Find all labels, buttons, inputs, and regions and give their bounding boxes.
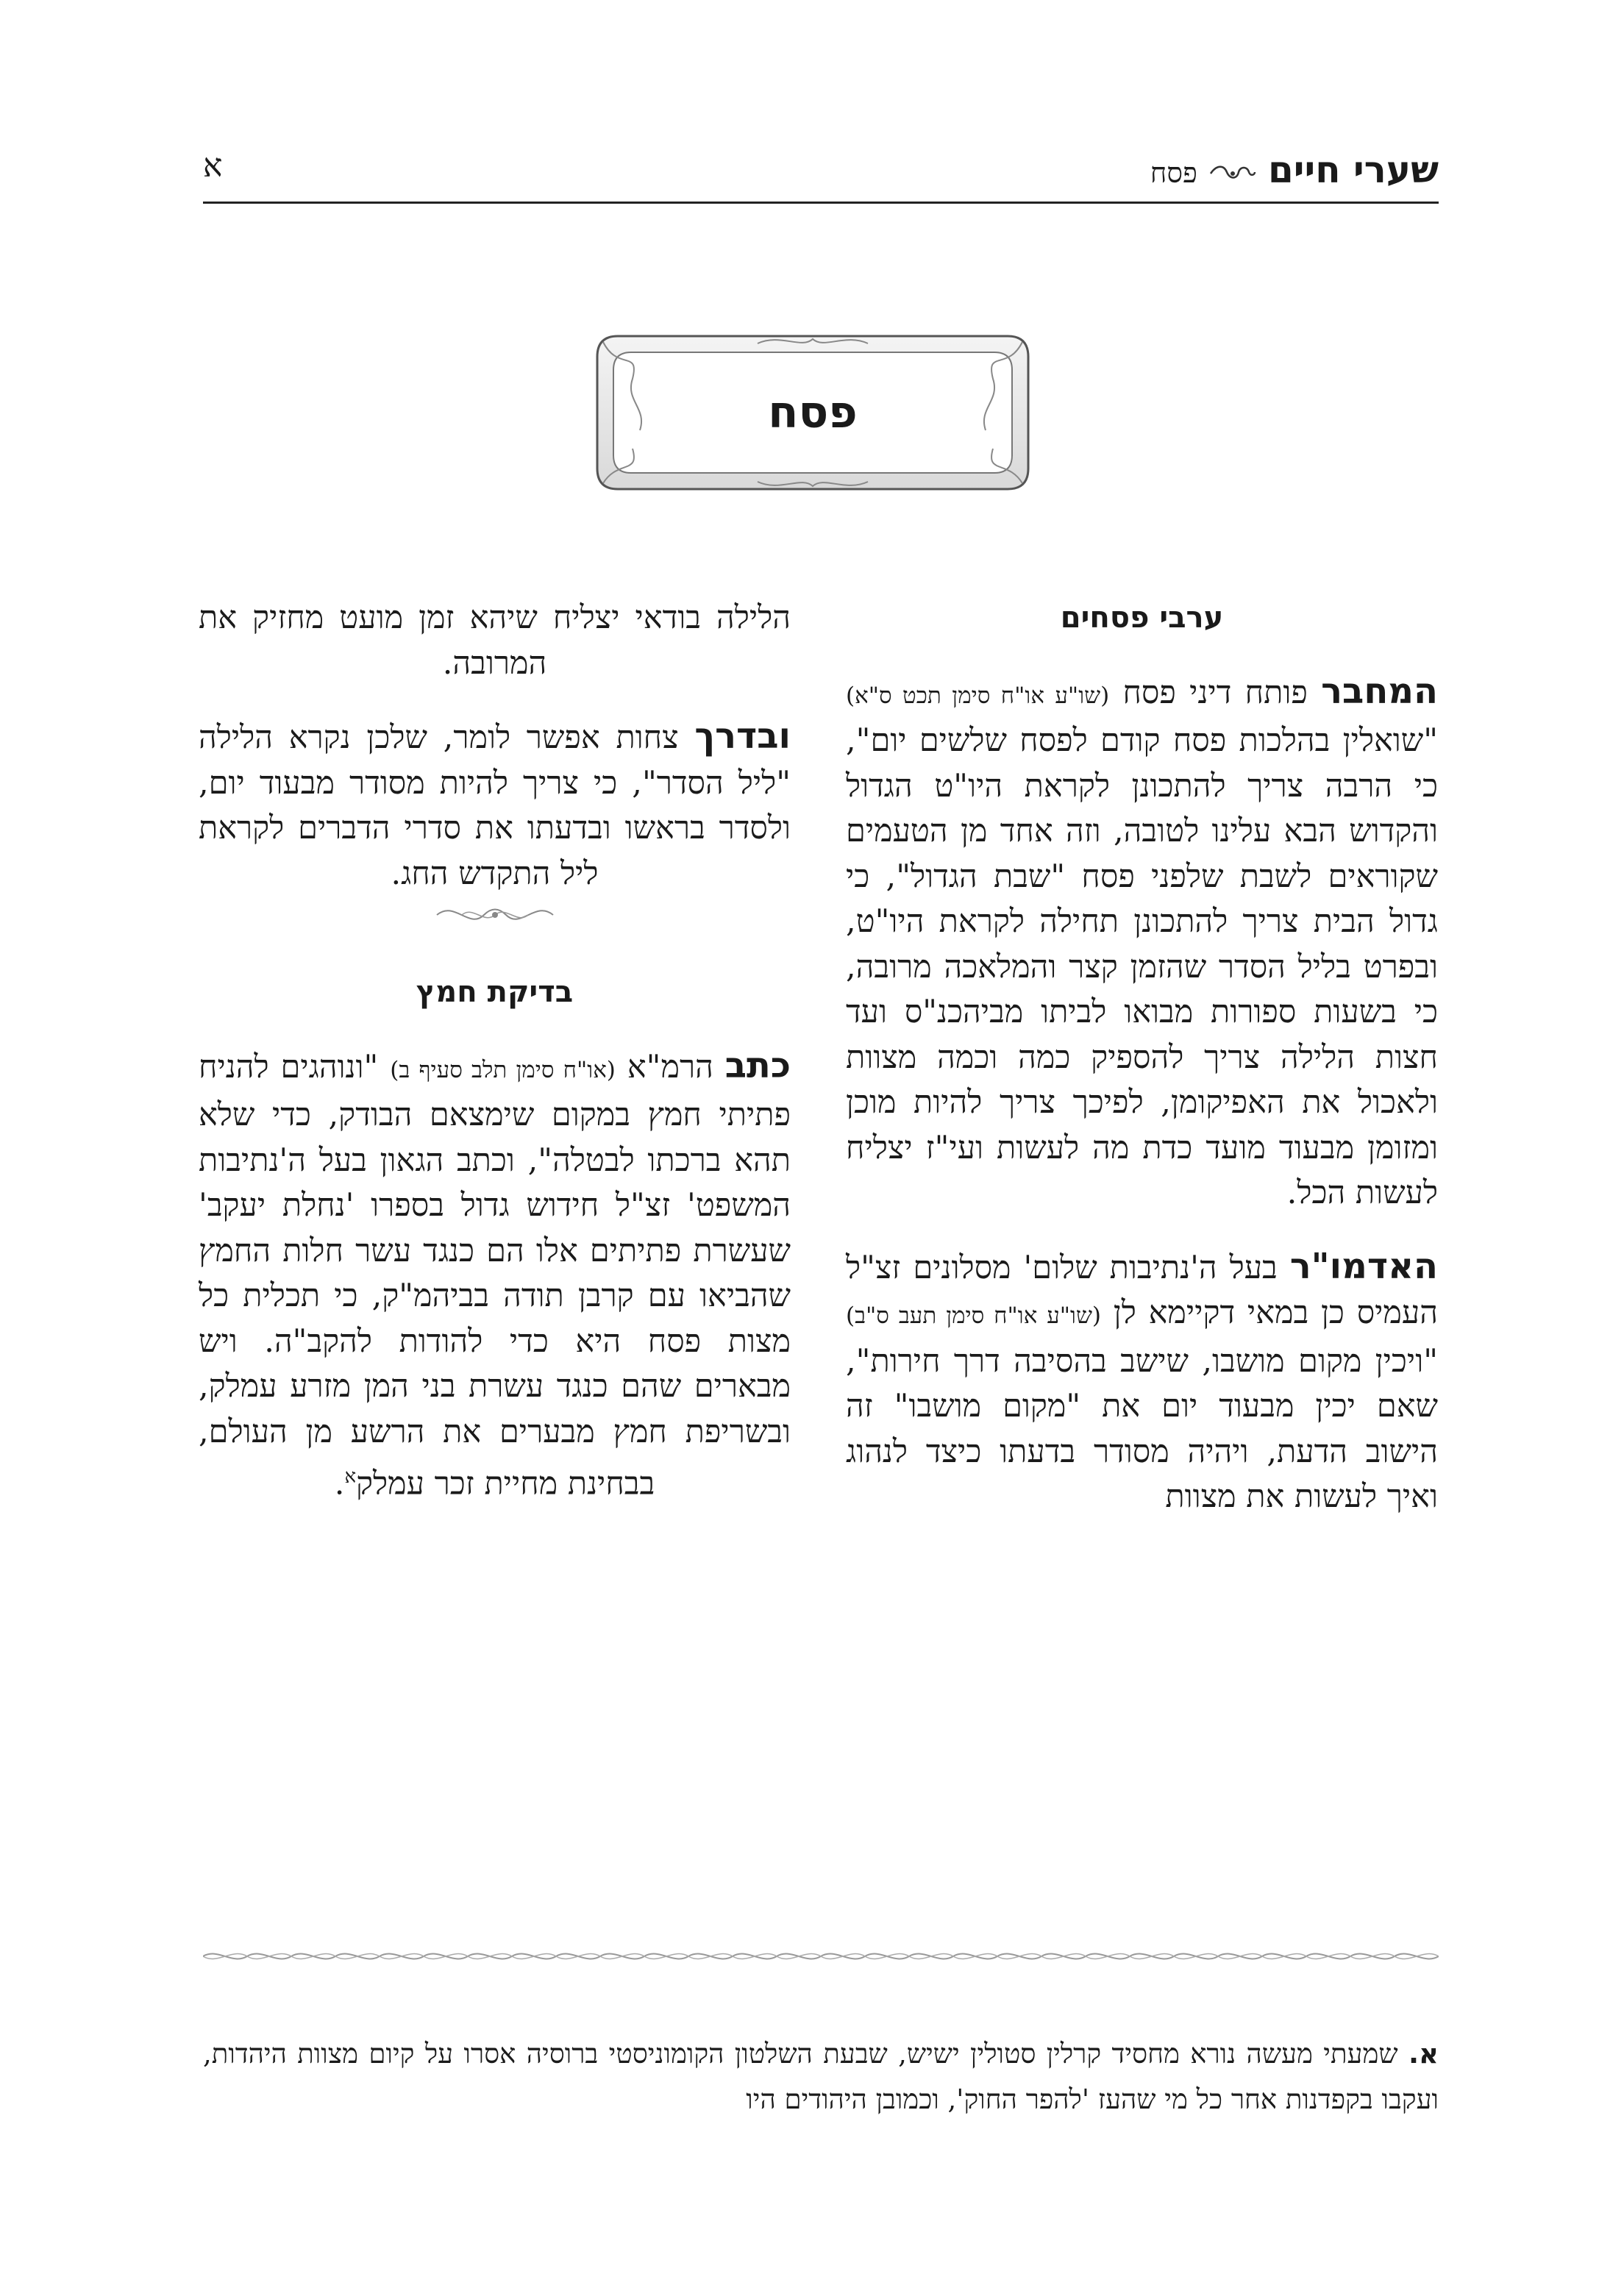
source-reference: (או"ח סימן תלב סעיף ב) <box>390 1056 616 1083</box>
footnote-marker[interactable]: א <box>344 1466 357 1488</box>
text-run: פותח דיני פסח <box>1122 674 1308 711</box>
text-run: בעל ה'נתיבות שלום' מסלונים זצ"ל העמיס כן במאי דקיימא לן <box>846 1249 1438 1331</box>
source-reference: (שו"ע או"ח סימן תכט ס"א) <box>846 682 1110 709</box>
footnote-label: א. <box>1408 2038 1439 2070</box>
opening-word: ובדרך <box>694 716 791 757</box>
paragraph <box>846 669 1438 1216</box>
text-run: הרמ"א <box>627 1048 713 1086</box>
header-ornament-icon <box>1209 163 1256 188</box>
section-divider <box>199 897 791 942</box>
paragraph <box>199 1044 791 1507</box>
section-heading: בדיקת חמץ <box>416 975 574 1009</box>
flourish-ornament-icon <box>432 897 558 933</box>
text-run: צחות אפשר לומר, שלכן נקרא הלילה "ליל הסדר", כי צריך להיות מסודר מבעוד יום, ולסדר בראשו ובדעתו את סדרי הדברים לקראת ליל התקדש החג. <box>199 719 791 892</box>
source-reference: (שו"ע או"ח סימן תעב ס"ב) <box>846 1302 1102 1329</box>
paragraph: הלילה בודאי יצליח שיהא זמן מועט מחזיק את המרובה. <box>199 599 791 682</box>
text-run: . <box>334 1465 345 1503</box>
chapter-title: פסח <box>768 387 858 438</box>
left-column <box>199 596 791 1507</box>
spacer <box>199 1016 791 1044</box>
paragraph <box>199 714 791 897</box>
book-title: שערי חיים <box>1267 149 1439 191</box>
section-name: פסח <box>1150 157 1197 189</box>
spacer <box>199 942 791 970</box>
running-header <box>203 147 1439 193</box>
text-run: "שואלין בהלכות פסח קודם לפסח שלשים יום", כי הרבה צריך להתכונן לקראת היו"ט הגדול והקדוש הבא עלינו לטובה, וזה אחד מן הטעמים שקוראים לשבת שלפני פסח "שבת הגדול", כי גדול הבית צריך להתכונן תחילה לקראת היו"ט, ובפרט בליל הסדר שהזמן קצר והמלאכה מרובה, כי בשעות ספורות מבואו לביתו מביהכנ"ס ועד חצות הלילה צריך להספיק כמה וכמה מצוות ולאכול את האפיקומן, לפיכך צריך להיות מוכן ומזומן מבעוד מועד כדת מה לעשות ועי"ז יצליח לעשות הכל. <box>846 722 1438 1211</box>
paragraph <box>846 1244 1438 1520</box>
header-rule <box>203 202 1439 204</box>
text-run: "ויכין מקום מושבו, שישב בהסיבה דרך חירות", שאם יכין מבעוד יום את "מקום מושבו" זה הישוב הדעת, ויהיה מסודר בדעתו כיצד לנהוג ואיך לעשות את מצוות <box>846 1342 1438 1515</box>
chain-ornament-icon <box>203 1947 1439 1965</box>
section-heading: ערבי פסחים <box>1060 601 1224 635</box>
spacer <box>846 1216 1438 1244</box>
footnote-text: שמעתי מעשה נורא מחסיד קרלין סטולין ישיש, שבעת השלטון הקומוניסטי ברוסיה אסרו על קיום מצוות היהדות, ועקבו בקפדנות אחר כל מי שהעז 'להפר החוק', וכמובן היהודים היו <box>203 2038 1439 2115</box>
opening-word: המחבר <box>1321 670 1438 712</box>
text-run: "ונוהגים להניח פתיתי חמץ במקום שימצאם הבודק, כדי שלא תהא ברכתו לבטלה", וכתב הגאון בעל ה'נתיבות המשפט' זצ"ל חידוש גדול בספרו 'נחלת יעקב' שעשרת פתיתים אלו הם כנגד עשר חלות החמץ שהביאו עם קרבן תודה בביהמ"ק, כי תכלית כל מצות פסח היא כדי להודות להקב"ה. ויש מבארים שהם כנגד עשרת בני המן מזרע עמלק, ובשריפת חמץ מבערים את הרשע מן העולם, בבחינת מחיית זכר עמלק <box>199 1048 791 1503</box>
chapter-title-frame <box>588 327 1037 498</box>
right-column <box>846 596 1438 1520</box>
footnote-separator <box>203 1947 1439 1965</box>
footnote <box>203 2031 1439 2123</box>
spacer <box>199 686 791 714</box>
page-number: א <box>203 147 223 185</box>
opening-word: כתב <box>724 1044 791 1086</box>
spacer <box>846 641 1438 669</box>
opening-word: האדמו"ר <box>1289 1245 1438 1287</box>
header-title-group <box>1150 149 1439 191</box>
